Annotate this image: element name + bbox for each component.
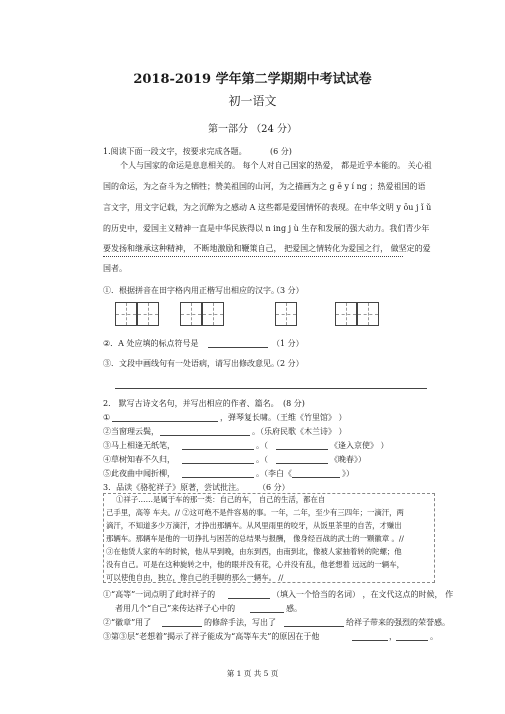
answer-line[interactable] xyxy=(115,388,427,389)
q2-line-text: ②当窗理云鬓， xyxy=(103,427,159,436)
q2-line-marker: ① xyxy=(103,413,111,422)
q2-intro: 2． 默写古诗文名句，并写出相应的作者、篇名。 xyxy=(103,399,279,408)
writing-cell[interactable] xyxy=(137,302,159,326)
q3-intro: 3．品读《骆驼祥子》原著，尝试批注。 xyxy=(103,483,245,492)
q1-paragraph-line: 国的命运，为之奋斗为之牺牲；赞美祖国的山河，为之描画为之 g ē y í ng ；热爱祖国的语 xyxy=(103,182,426,191)
writing-cell[interactable] xyxy=(202,302,224,326)
q2-line-text: 《晚春》） xyxy=(330,455,366,464)
q2-line-text: 。（李白《 xyxy=(256,469,292,478)
answer-blank[interactable] xyxy=(396,640,428,641)
answer-blank[interactable] xyxy=(112,421,218,422)
page-footer: 第 1 页 共 5 页 xyxy=(226,669,279,678)
answer-blank[interactable] xyxy=(250,612,284,613)
writing-grid-4 xyxy=(335,302,379,326)
q3-prompt: ②“徽章”用了 xyxy=(103,618,152,627)
answer-blank[interactable] xyxy=(182,477,254,478)
answer-blank[interactable] xyxy=(228,598,270,599)
q1-paragraph-line: 的历史中，爱国主义精神一直是中华民族得以 n ing j ù 生存和发展的强大动力。我们青少年 xyxy=(103,224,430,233)
answer-blank[interactable] xyxy=(182,449,254,450)
q3-prompt: 。 xyxy=(430,632,438,641)
q2-line-text: 。（乐府民歌《木兰诗》 ） xyxy=(252,427,347,436)
answer-blank[interactable] xyxy=(162,626,202,627)
q1-paragraph-line: 言文字，用文字记载，为之沉醉为之感动 A 这些都是爱国情怀的表现。在中华文明 y ōu j ǐ ǔ xyxy=(103,203,432,212)
q2-line-text: ③马上相逢无纸笔， xyxy=(103,441,175,450)
q2-line-text: 》） xyxy=(342,469,354,478)
q3-prompt: 的修辞手法，写出了 xyxy=(204,618,276,627)
answer-blank[interactable] xyxy=(292,477,340,478)
part-heading: 第一部分 （24 分） xyxy=(207,124,298,135)
excerpt-line: 可以使他自由，独立，像自己的手脚的那么一辆车。 // xyxy=(106,573,284,582)
writing-cell[interactable] xyxy=(275,302,297,326)
q1-sub2: ②．A 处应填的标点符号是 xyxy=(103,339,199,348)
excerpt-line: ①祥子……是属于车的那一类：自己的车， 自己的生活，都在自 xyxy=(116,495,326,504)
q1-paragraph-line: 国者。 xyxy=(103,264,127,273)
q3-prompt: 感。 xyxy=(286,604,302,613)
excerpt-line: 滴汗，不知道多少万滴汗，才挣出那辆车。从风里雨里的咬牙，从饭里茶里的自苦，才赚出 xyxy=(106,521,402,530)
q1-paragraph-line: 个人与国家的命运是息息相关的。 每个人对自己国家的热爱， 都是近乎本能的。 关心祖 xyxy=(120,161,432,170)
writing-grid-3 xyxy=(275,302,297,326)
answer-blank[interactable] xyxy=(284,626,344,627)
q3-prompt: 给祥子带来的强烈的荣誉感。 xyxy=(346,618,450,627)
q2-line-text: ⑤此夜曲中闻折柳， xyxy=(103,469,175,478)
answer-blank[interactable] xyxy=(160,435,250,436)
excerpt-line: ③在他赁人家的车的时候，他从早到晚，由东到西，由南到北，像被人家抽着转的陀螺；他 xyxy=(106,547,402,556)
q2-line-text: ④草树知春不久归， xyxy=(103,455,175,464)
q2-score: (8 分) xyxy=(283,399,305,408)
q1-sub2-score: （1 分） xyxy=(272,339,304,348)
excerpt-line: 没有自己。可是在这种旋转之中，他的眼并没有花，心并没有乱，他老想着 远远的一辆车， xyxy=(106,560,404,569)
q3-score: （6 分） xyxy=(258,483,290,492)
q1-sub3: ③．文段中画线句有一处语病，请写出修改意见。 xyxy=(103,359,279,368)
writing-cell[interactable] xyxy=(180,302,202,326)
writing-cell[interactable] xyxy=(115,302,137,326)
writing-cell[interactable] xyxy=(357,302,379,326)
q1-sub1: ①．根据拼音在田字格内用正楷写出相应的汉字。 xyxy=(103,286,279,295)
answer-blank[interactable] xyxy=(208,347,268,348)
excerpt-line: 己手里，高等 车夫。// ②这可绝不是件容易的事。一年，二年，至少有三四年；一滴汗，两 xyxy=(106,508,404,517)
q3-prompt: 者用几个“自己”来传达祥子心中的 xyxy=(115,604,236,613)
q3-prompt: （填入一个恰当的名词） ，在文代这点的时候， 作 xyxy=(272,590,454,599)
q1-sub3-score: （2 分） xyxy=(272,359,304,368)
q1-intro: 1.阅读下面一段文字，按要求完成各题。 xyxy=(103,147,247,156)
q2-line-text: 。（ xyxy=(256,441,268,450)
writing-cell[interactable] xyxy=(335,302,357,326)
q1-score: (6 分) xyxy=(270,147,292,156)
q2-line-text: 《逢入京使》 ） xyxy=(330,441,389,450)
q3-prompt: ③第③层“老想着”揭示了祥子能成为“高等车夫”的原因在于他 xyxy=(103,632,320,641)
underlined-sentence-mark xyxy=(103,256,403,257)
answer-blank[interactable] xyxy=(182,463,254,464)
q1-sub1-score: （3 分） xyxy=(272,286,304,295)
q2-line-text: ，弹琴复长啸。（王维《竹里馆》 ） xyxy=(220,413,347,422)
writing-grid-2 xyxy=(180,302,224,326)
exam-title: 2018-2019 学年第二学期期中考试试卷 xyxy=(133,72,372,87)
exam-subtitle: 初一语文 xyxy=(228,94,277,108)
q3-prompt: ， xyxy=(389,632,397,641)
q1-paragraph-line: 要发扬和继承这种精神， 不断地激励和鞭策自己， 把爱国之情转化为爱国之行， 做坚定的爱 xyxy=(103,244,431,253)
answer-blank[interactable] xyxy=(276,463,328,464)
q2-line-text: 。（ xyxy=(256,455,268,464)
excerpt-line: 那辆车。那辆车是他的一切挣扎与困苦的总结果与报酬， 像身经百战的武士的一颗徽章 。// xyxy=(106,534,404,543)
writing-grid-1 xyxy=(115,302,159,326)
answer-blank[interactable] xyxy=(352,640,388,641)
answer-blank[interactable] xyxy=(276,449,328,450)
q3-prompt: ①“高等”一词点明了此时祥子的 xyxy=(103,590,216,599)
